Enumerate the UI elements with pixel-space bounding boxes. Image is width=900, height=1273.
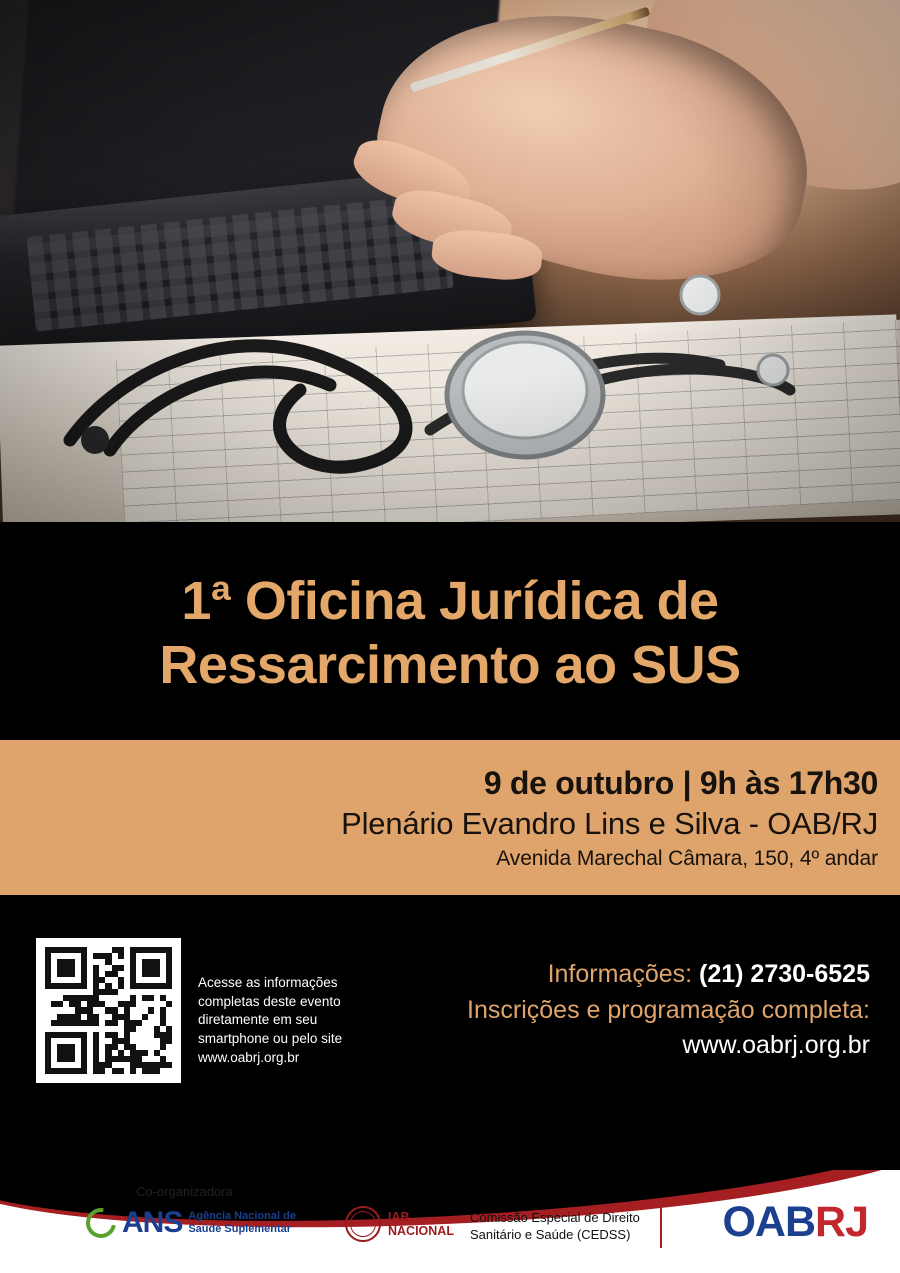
coorganizer-label: Co-organizadora [136,1184,233,1199]
qr-code-icon[interactable] [36,938,181,1083]
registration-label: Inscrições e programação completa: [467,995,870,1024]
page-title-line-1: 1ª Oficina Jurídica de [181,571,719,632]
ans-logo [86,1206,296,1240]
iab-line-1: IAB [388,1209,410,1224]
commission-line-2: Sanitário e Saúde (CEDSS) [470,1226,631,1242]
ans-subtitle [188,1210,296,1236]
event-venue: Plenário Evandro Lins e Silva - OAB/RJ [341,805,878,841]
qr-code-matrix [45,947,172,1074]
oabrj-rj: RJ [815,1198,868,1246]
footer-divider [660,1200,662,1248]
contact-phone-row [430,957,870,993]
iab-line-2: NACIONAL [388,1224,454,1238]
qr-caption: Acesse as informações completas deste evento diretamente em seu smartphone ou pelo site www.oabrj.org.br [198,975,343,1065]
hero-photo [0,0,900,522]
ans-subtitle-line-1: Agência Nacional de [188,1210,296,1223]
event-details-band [0,740,900,895]
contact-phone: (21) 2730-6525 [699,960,870,988]
ans-name: ANS [122,1206,183,1239]
page-title-line-2: Ressarcimento ao SUS [159,635,741,695]
iab-text [388,1210,454,1239]
contact-block [430,957,870,1064]
website-link[interactable]: www.oabrj.org.br [682,1031,870,1059]
commission-line-1: Comissão Especial de Direito [470,1210,640,1225]
iab-seal-icon [345,1206,381,1242]
event-date-time: 9 de outubro | 9h às 17h30 [483,764,878,801]
photo-vignette [0,0,900,522]
iab-logo [345,1206,454,1242]
ans-circle-icon [80,1202,122,1244]
commission-name [470,1210,640,1243]
contact-info-label: Informações: [547,960,693,988]
website-row [430,1028,870,1064]
footer-logos-bar [0,1170,900,1273]
oabrj-oab: OAB [722,1198,816,1246]
oabrj-logo [722,1198,868,1247]
info-band [0,895,900,1170]
event-address: Avenida Marechal Câmara, 150, 4º andar [496,846,878,870]
ans-subtitle-line-2: Saúde Suplementar [188,1223,292,1235]
title-band [0,522,900,740]
